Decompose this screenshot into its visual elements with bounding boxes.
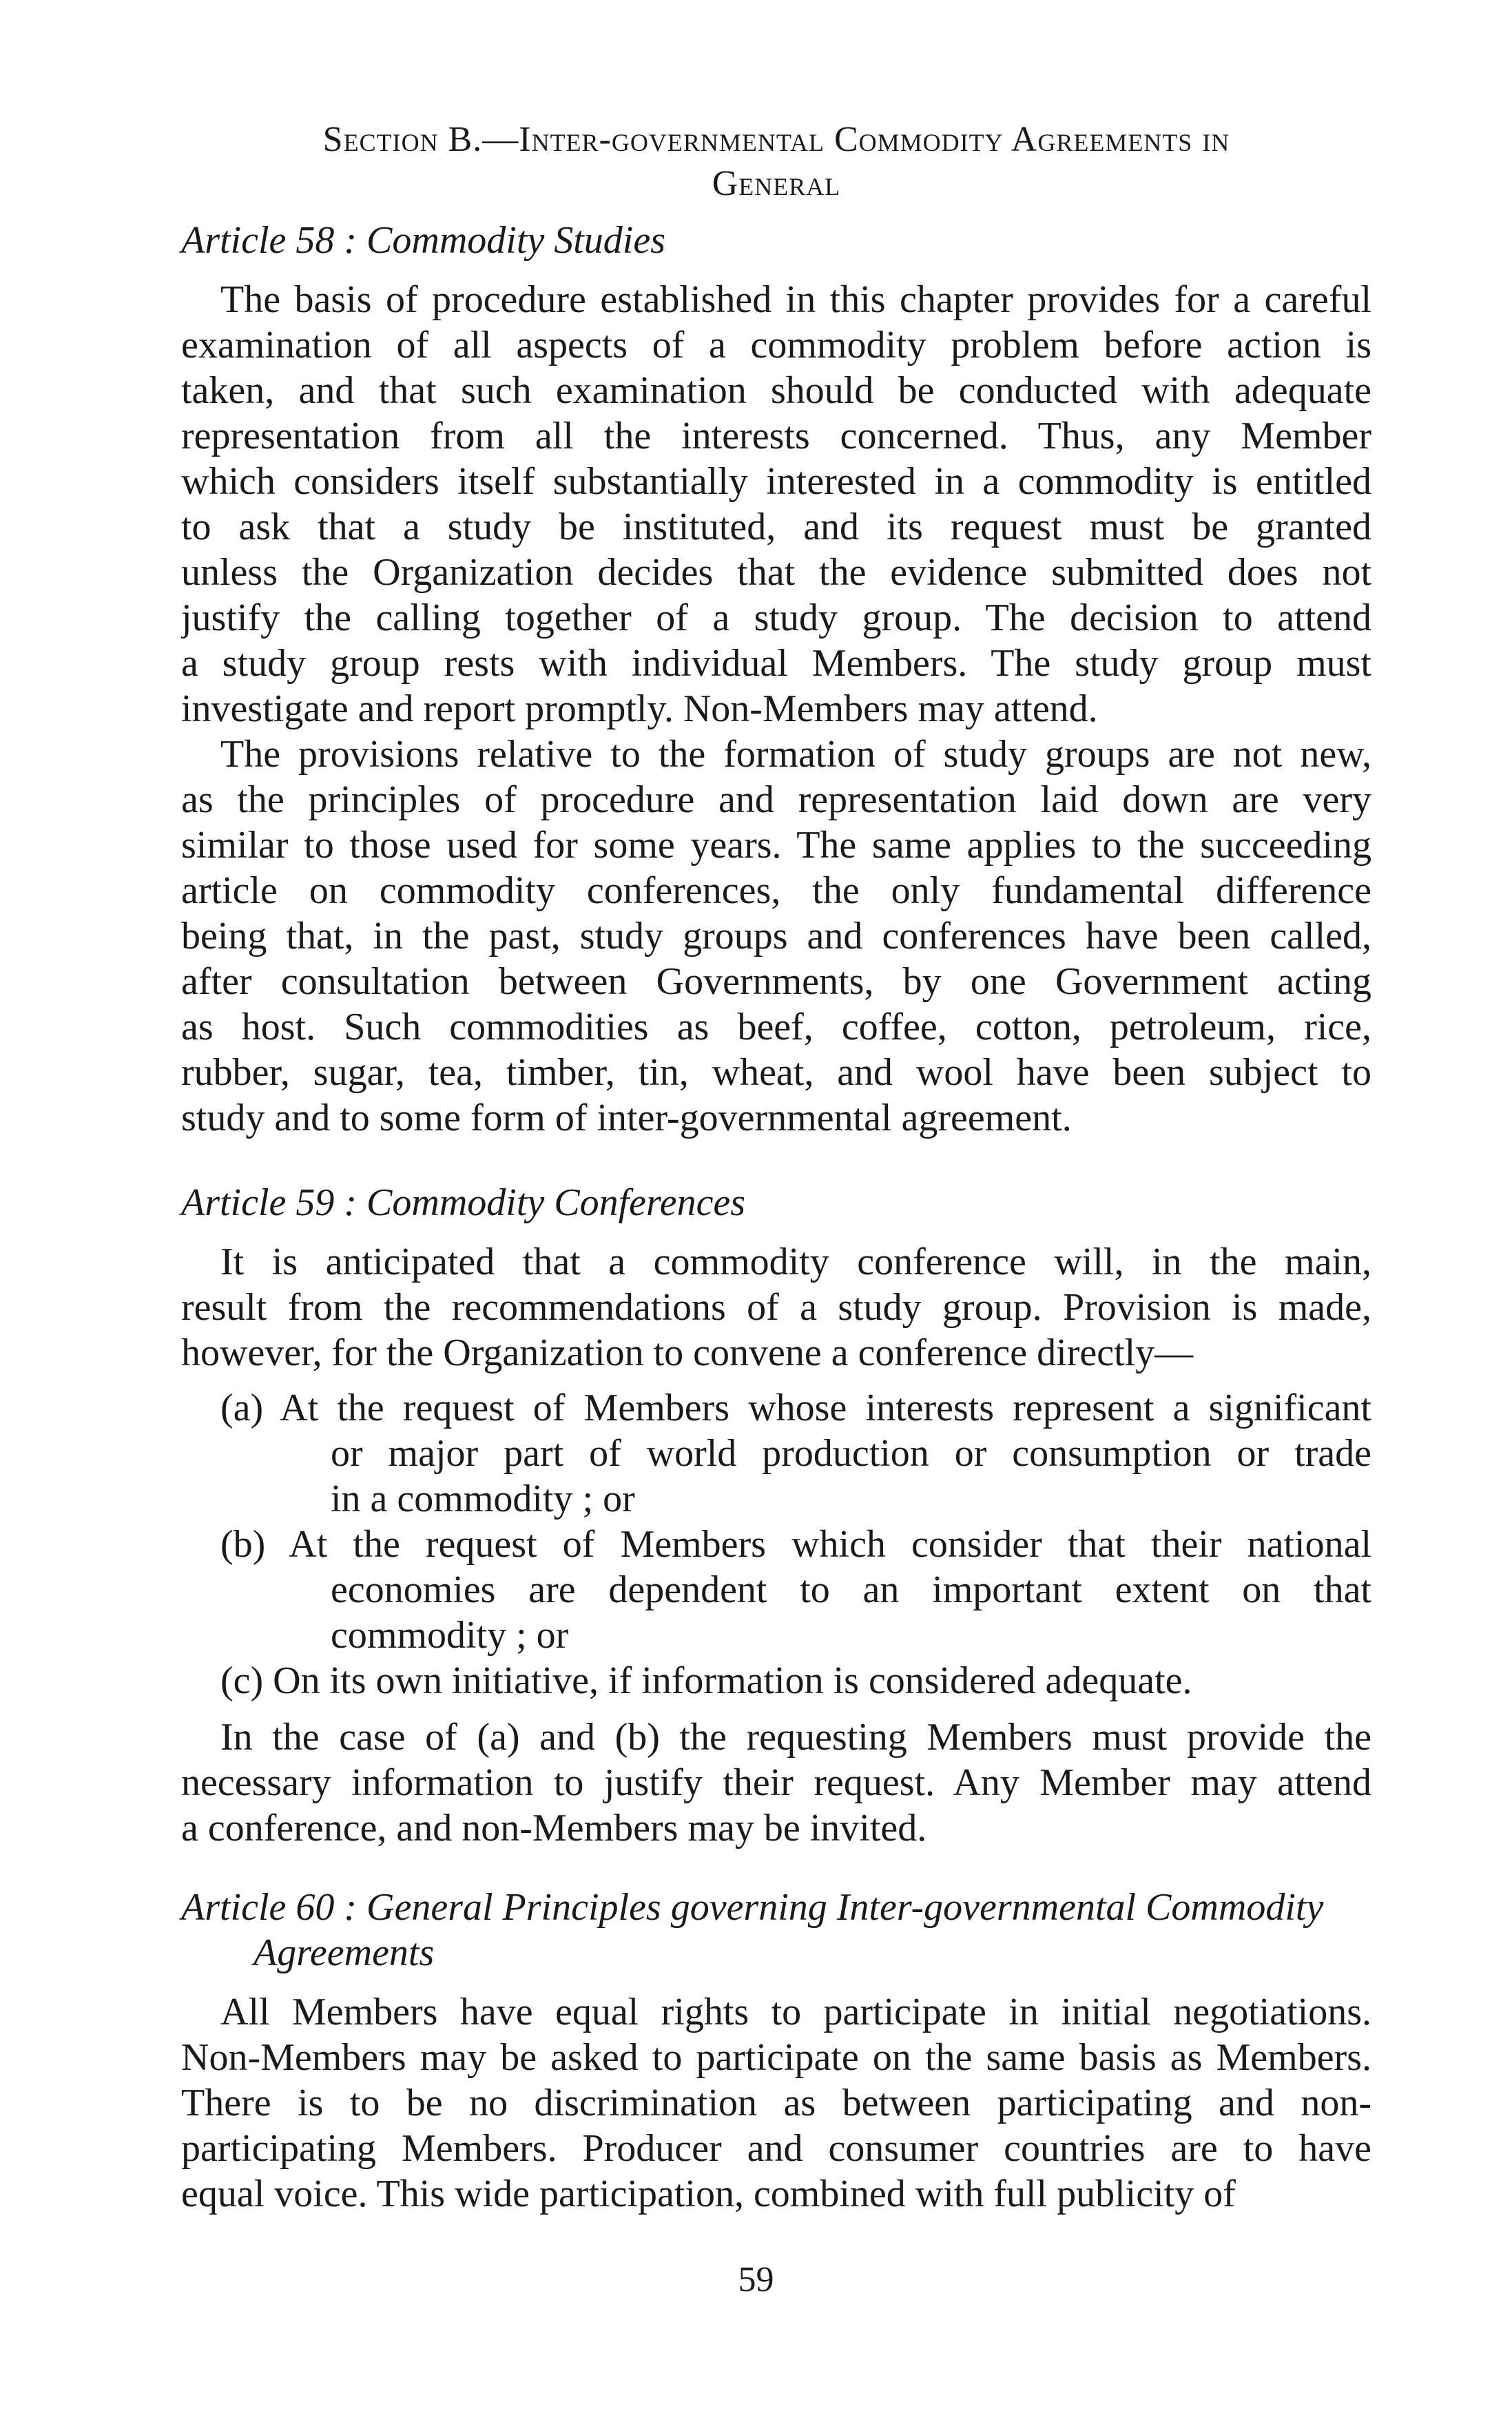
text-line: The basis of procedure established in this chapter provides for a careful [220,278,1371,321]
text-line: (c) On its own initiative, if information is considered adequate. [220,1659,1192,1702]
paragraph [181,732,1371,1141]
text-line: as host. Such commodities as beef, coffee, cotton, petroleum, rice, [181,1006,1371,1048]
text-line: in a commodity ; or [331,1478,635,1520]
section-heading-line1: Section B.—Inter-governmental Commodity Agreements in [322,120,1230,159]
text-line: similar to those used for some years. The same applies to the succeeding [181,824,1371,867]
page-number: 59 [738,2260,774,2299]
article-heading: Agreements [253,1931,435,1974]
text-line: In the case of (a) and (b) the requesting Members must provide the [220,1716,1371,1759]
text-line: commodity ; or [331,1614,569,1657]
article-59 [181,1180,1371,1851]
section-heading-line2: General [712,164,841,203]
text-line: It is anticipated that a commodity conference will, in the main, [220,1241,1371,1283]
text-line: participating Members. Producer and consumer countries are to have [181,2127,1371,2170]
list-item [181,1658,1371,1703]
text-line: a conference, and non-Members may be invited. [181,1807,927,1849]
text-line: investigate and report promptly. Non-Members may attend. [181,687,1098,730]
text-line: rubber, sugar, tea, timber, tin, wheat, and wool have been subject to [181,1051,1371,1094]
article-heading: Article 60 : General Principles governing Inter-governmental Commodity [181,1886,1324,1929]
text-line: Non-Members may be asked to participate on the same basis as Members. [181,2036,1371,2079]
text-line: necessary information to justify their request. Any Member may attend [181,1761,1371,1804]
paragraph [181,1239,1371,1376]
text-line: as the principles of procedure and representation laid down are very [181,778,1371,821]
text-line: (b) At the request of Members which consider that their national [220,1523,1371,1566]
paragraph [181,277,1371,732]
text-line: representation from all the interests concerned. Thus, any Member [181,415,1371,457]
paragraph [181,1989,1371,2217]
article-heading: Article 59 : Commodity Conferences [181,1181,746,1224]
text-line: economies are dependent to an important extent on that [331,1568,1371,1611]
text-line: justify the calling together of a study group. The decision to attend [181,597,1371,639]
text-line: a study group rests with individual Members. The study group must [181,642,1371,685]
text-line: All Members have equal rights to participate in initial negotiations. [220,1991,1371,2033]
text-line: equal voice. This wide participation, combined with full publicity of [181,2173,1236,2215]
list-item [181,1385,1371,1522]
text-line: or major part of world production or consumption or trade [331,1432,1371,1475]
text-line: examination of all aspects of a commodity problem before action is [181,324,1371,366]
paragraph [181,1714,1371,1851]
text-line: after consultation between Governments, by one Government acting [181,960,1371,1003]
text-line: unless the Organization decides that the evidence submitted does not [181,551,1371,594]
text-line: taken, and that such examination should be conducted with adequate [181,369,1371,412]
text-line: study and to some form of inter-governmental agreement. [181,1097,1072,1139]
text-line: which considers itself substantially interested in a commodity is entitled [181,460,1371,503]
text-line: The provisions relative to the formation of study groups are not new, [220,733,1371,776]
text-line: article on commodity conferences, the only fundamental difference [181,869,1371,912]
text-line: result from the recommendations of a study group. Provision is made, [181,1286,1371,1329]
text-line: to ask that a study be instituted, and its request must be granted [181,506,1371,548]
article-58 [181,218,1371,1141]
article-60 [181,1885,1371,2217]
text-line: being that, in the past, study groups and conferences have been called, [181,915,1371,957]
list-item [181,1522,1371,1658]
article-heading: Article 58 : Commodity Studies [181,219,666,262]
text-line: however, for the Organization to convene a conference directly— [181,1332,1194,1374]
text-line: (a) At the request of Members whose interests represent a significant [220,1387,1371,1429]
text-line: There is to be no discrimination as between participating and non- [181,2082,1371,2124]
